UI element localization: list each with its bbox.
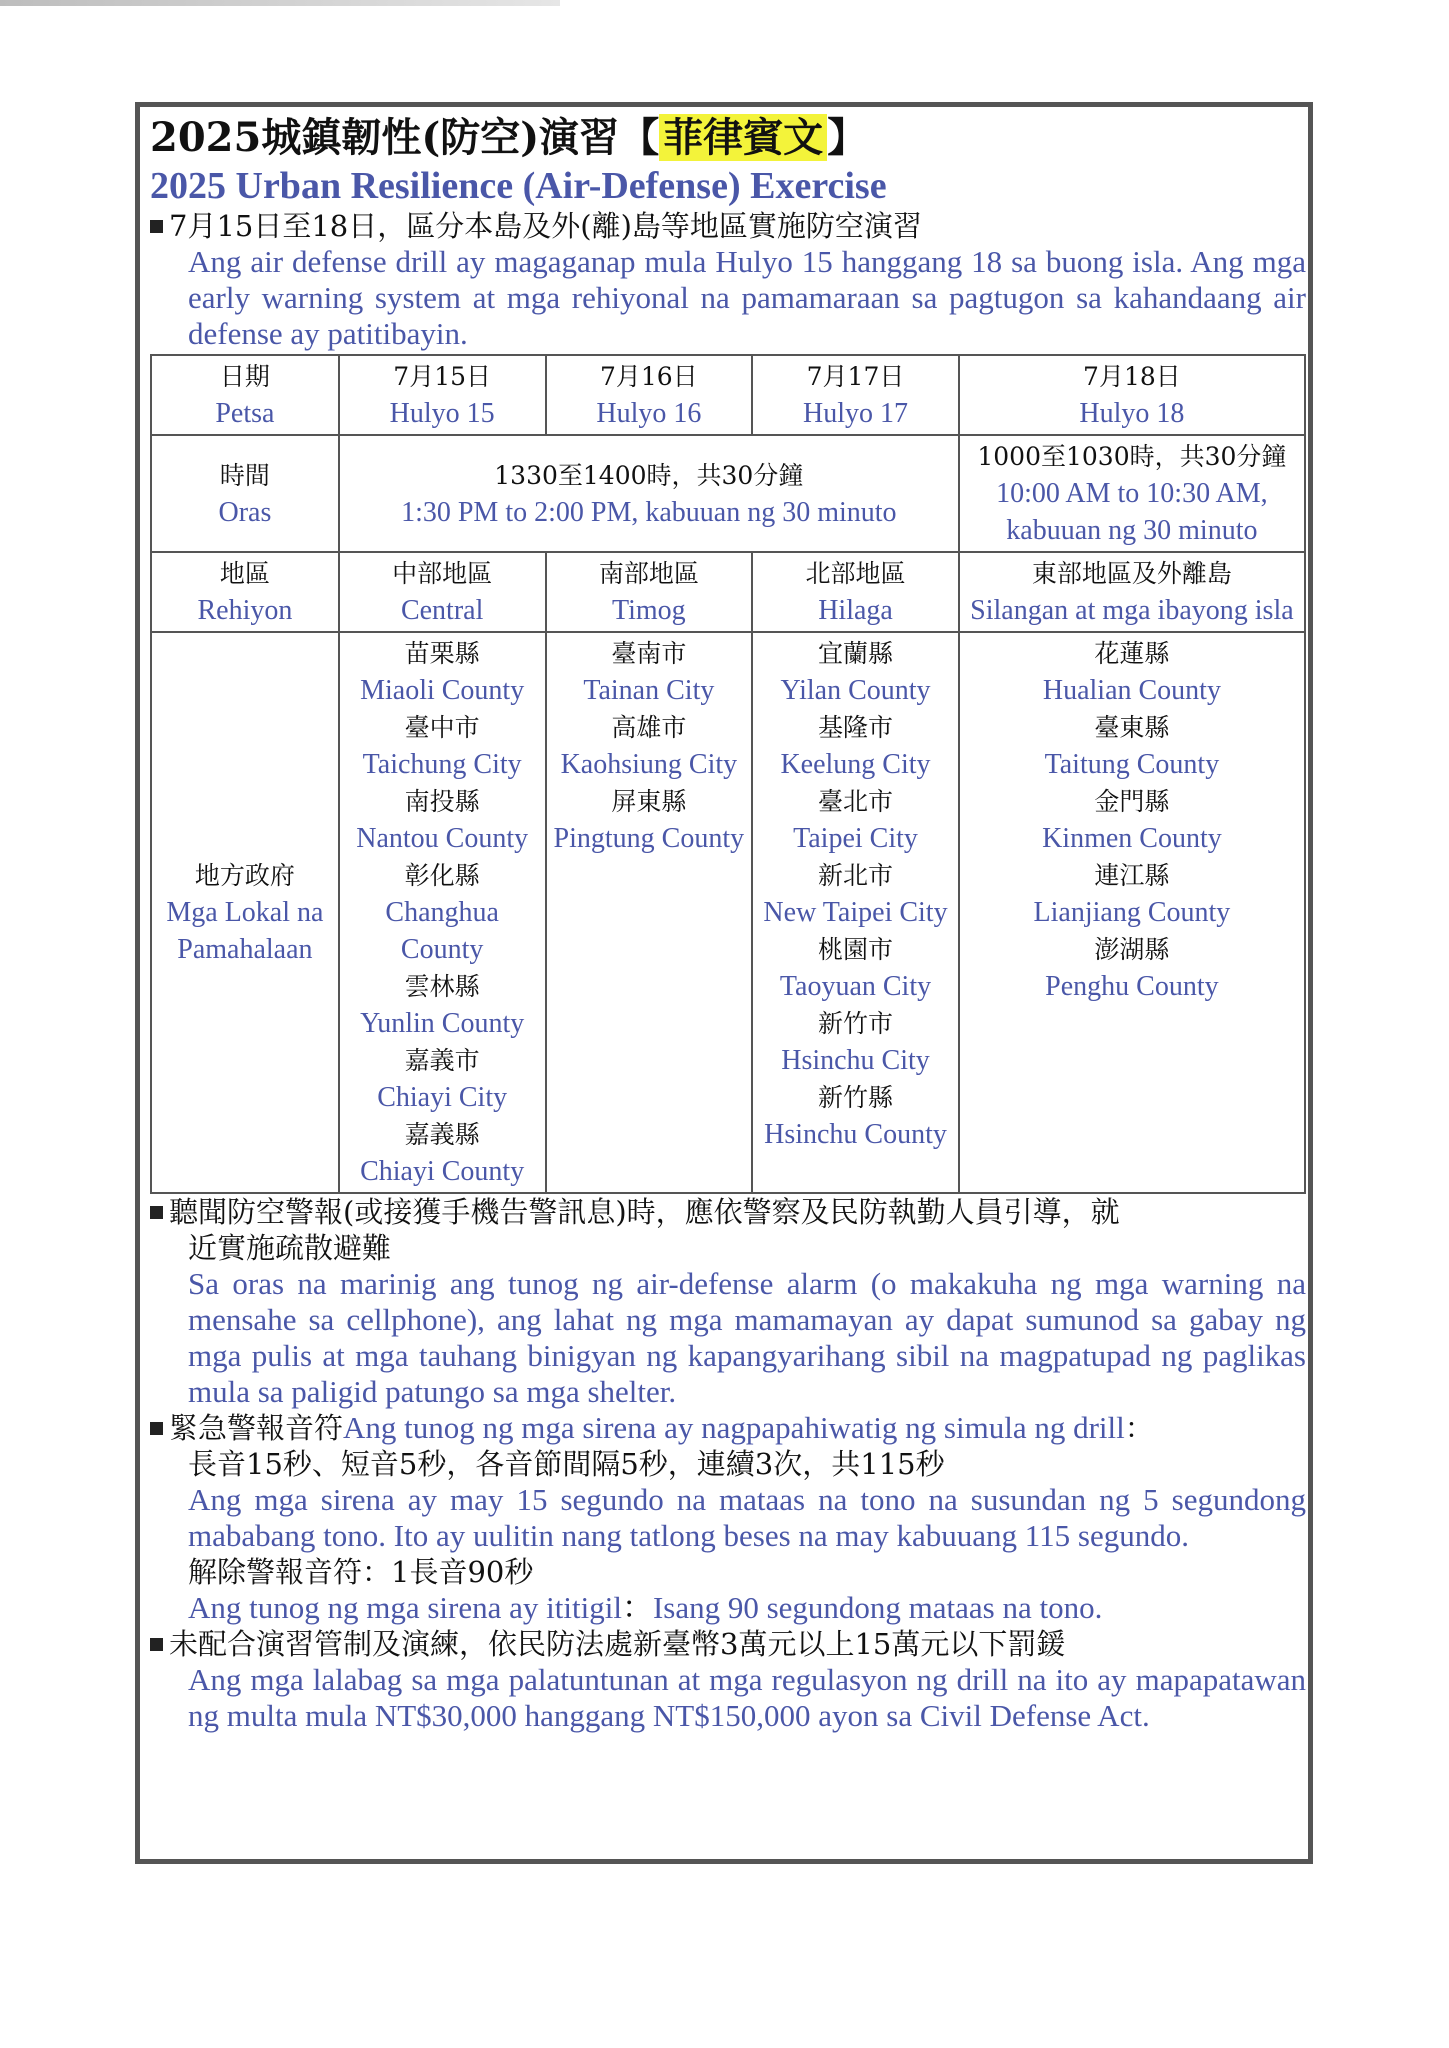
- section1-zh: 7月15日至18日，區分本島及外(離)島等地區實施防空演習: [169, 209, 922, 243]
- table-row-time: [151, 435, 1305, 552]
- document-content: [150, 112, 1306, 1734]
- title-bracket-open: 【: [619, 114, 660, 161]
- section3-colon: ：: [1124, 1411, 1154, 1445]
- section3-tl-lead: Ang tunog ng mga sirena ay nagpapahiwatig ng simula ng drill: [343, 1410, 1125, 1445]
- cell-time-label: 時間 Oras: [151, 435, 339, 552]
- cell-region-4: 東部地區及外離島 Silangan at mga ibayong isla: [959, 552, 1305, 632]
- section3-tl: Ang mga sirena ay may 15 segundo na mataas na tono na susundan ng 5 segundong mababang tono. Ito ay uulitin nang tatlong beses na may kabuuang 115 segundo.: [188, 1482, 1306, 1553]
- title-bracket-close: 】: [827, 114, 868, 161]
- title-language-highlight: 菲律賓文: [659, 114, 827, 161]
- cell-date-3: 7月17日 Hulyo 17: [752, 355, 959, 435]
- bullet-square-icon: [150, 1638, 163, 1651]
- table-row-gov: [151, 632, 1305, 1193]
- title-zh: [150, 112, 1306, 164]
- section3-tl-clear: Ang tunog ng mga sirena ay ititigil：Isang 90 segundong mataas na tono.: [188, 1590, 1103, 1625]
- section3-heading: [150, 1410, 1306, 1446]
- section2-zh-line2: 近實施疏散避難: [188, 1231, 392, 1265]
- cell-time-main: 1330至1400時，共30分鐘 1:30 PM to 2:00 PM, kabuuan ng 30 minuto: [339, 435, 959, 552]
- section4-tl: Ang mga lalabag sa mga palatuntunan at mga regulasyon ng drill na ito ay mapapatawan ng multa mula NT$30,000 hanggang NT$150,000 ayon sa Civil Defense Act.: [188, 1662, 1306, 1733]
- cell-gov-south: 臺南市 Tainan City 高雄市 Kaohsiung City 屏東縣 Pingtung County: [546, 632, 753, 1193]
- table-row-region: [151, 552, 1305, 632]
- table-row-date: [151, 355, 1305, 435]
- section4-zh: 未配合演習管制及演練，依民防法處新臺幣3萬元以上15萬元以下罰鍰: [169, 1627, 1066, 1661]
- schedule-table: [150, 354, 1306, 1194]
- cell-region-2: 南部地區 Timog: [546, 552, 753, 632]
- section4-heading: [150, 1626, 1306, 1662]
- title-zh-main: 2025城鎮韌性(防空)演習: [150, 114, 620, 161]
- section2-zh-line1: 聽聞防空警報(或接獲手機告警訊息)時，應依警察及民防執勤人員引導，就: [169, 1195, 1120, 1229]
- cell-date-1: 7月15日 Hulyo 15: [339, 355, 546, 435]
- section2-tl: Sa oras na marinig ang tunog ng air-defense alarm (o makakuha ng mga warning na mensahe sa cellphone), ang lahat ng mga mamamayan ay dapat sumunod sa gabay ng mga pulis at mga tauhang binigyan ng kapangyarihang sibil na magpatupad ng paglikas mula sa paligid patungo sa mga shelter.: [188, 1266, 1306, 1409]
- cell-date-label: 日期 Petsa: [151, 355, 339, 435]
- section1-tl: Ang air defense drill ay magaganap mula Hulyo 15 hanggang 18 sa buong isla. Ang mga early warning system at mga rehiyonal na pamamaraan sa pagtugon sa kahandaang air defense ay patitibayin.: [188, 244, 1306, 351]
- cell-date-4: 7月18日 Hulyo 18: [959, 355, 1305, 435]
- title-en: 2025 Urban Resilience (Air-Defense) Exercise: [150, 165, 887, 207]
- bullet-square-icon: [150, 1206, 163, 1219]
- section3-zh-line2: 長音15秒、短音5秒，各音節間隔5秒，連續3次，共115秒: [188, 1447, 945, 1481]
- cell-gov-label: 地方政府 Mga Lokal na Pamahalaan: [151, 632, 339, 1193]
- cell-gov-central: 苗栗縣 Miaoli County 臺中市 Taichung City 南投縣 Nantou County 彰化縣 Changhua County 雲林縣 Yunlin County 嘉義市 Chiayi City 嘉義縣 Chiayi County: [339, 632, 546, 1193]
- cell-region-1: 中部地區 Central: [339, 552, 546, 632]
- cell-region-3: 北部地區 Hilaga: [752, 552, 959, 632]
- scan-top-line: [0, 0, 560, 6]
- section1-heading: [150, 208, 1306, 244]
- section3-zh-lead: 緊急警報音符: [169, 1411, 344, 1445]
- bullet-square-icon: [150, 1422, 163, 1435]
- cell-time-last: 1000至1030時，共30分鐘 10:00 AM to 10:30 AM, kabuuan ng 30 minuto: [959, 435, 1305, 552]
- cell-gov-north: 宜蘭縣 Yilan County 基隆市 Keelung City 臺北市 Taipei City 新北市 New Taipei City 桃園市 Taoyuan City 新竹市 Hsinchu City 新竹縣 Hsinchu County: [752, 632, 959, 1193]
- bullet-square-icon: [150, 220, 163, 233]
- cell-region-label: 地區 Rehiyon: [151, 552, 339, 632]
- section3-zh-clear: 解除警報音符：1長音90秒: [188, 1555, 534, 1589]
- section2-heading: [150, 1194, 1306, 1230]
- cell-date-2: 7月16日 Hulyo 16: [546, 355, 753, 435]
- cell-gov-east: 花蓮縣 Hualian County 臺東縣 Taitung County 金門縣 Kinmen County 連江縣 Lianjiang County 澎湖縣 Penghu County: [959, 632, 1305, 1193]
